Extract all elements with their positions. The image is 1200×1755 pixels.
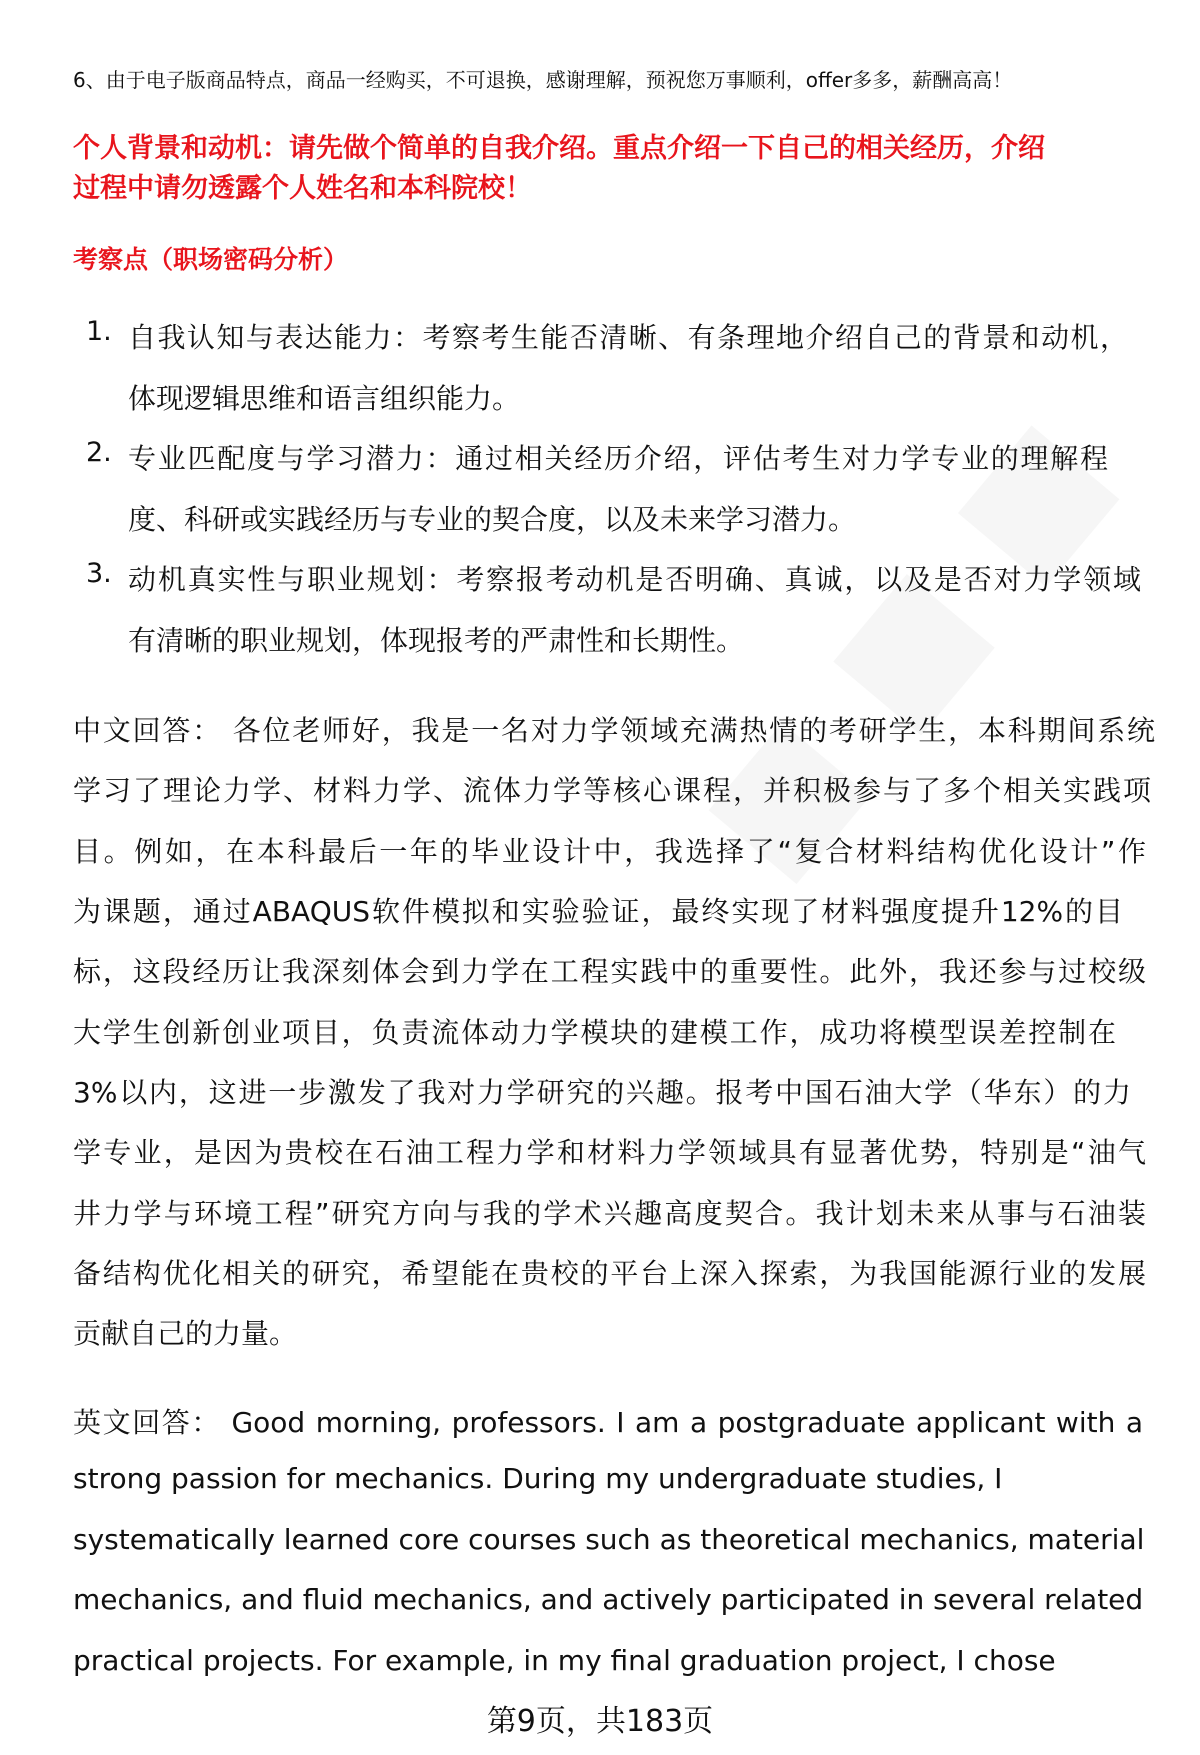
- answer-line: 备结构优化相关的研究，希望能在贵校的平台上深入探索，为我国能源行业的发展: [73, 1257, 1146, 1290]
- answer-line: 目。例如，在本科最后一年的毕业设计中，我选择了“复合材料结构优化设计”作: [73, 835, 1146, 868]
- answer-line: 3%以内，这进一步激发了我对力学研究的兴趣。报考中国石油大学（华东）的力: [73, 1076, 1131, 1109]
- answer-line: 中文回答： 各位老师好，我是一名对力学领域充满热情的考研学生，本科期间系统: [73, 714, 1155, 747]
- point-text: 自我认知与表达能力：考察考生能否清晰、有条理地介绍自己的背景和动机，: [128, 321, 1128, 354]
- point-text: 动机真实性与职业规划：考察报考动机是否明确、真诚，以及是否对力学领域: [128, 563, 1141, 596]
- answer-line: 大学生创新创业项目，负责流体动力学模块的建模工作，成功将模型误差控制在: [73, 1016, 1116, 1049]
- answer-line: 学习了理论力学、材料力学、流体力学等核心课程，并积极参与了多个相关实践项: [73, 774, 1151, 807]
- answer-line: 标，这段经历让我深刻体会到力学在工程实践中的重要性。此外，我还参与过校级: [73, 955, 1146, 988]
- point-text: 有清晰的职业规划，体现报考的严肃性和长期性。: [128, 624, 745, 657]
- answer-line: 贡献自己的力量。: [73, 1317, 298, 1350]
- point-number: 1.: [86, 316, 112, 347]
- purchase-notice: 6、由于电子版商品特点，商品一经购买，不可退换，感谢理解，预祝您万事顺利，offer多多，薪酬高高！: [73, 68, 1013, 92]
- point-number: 3.: [86, 558, 112, 589]
- answer-line: practical projects. For example, in my final graduation project, I chose: [73, 1644, 1056, 1677]
- answer-line: systematically learned core courses such as theoretical mechanics, material: [73, 1523, 1145, 1556]
- point-number: 2.: [86, 437, 112, 468]
- answer-line: 英文回答： Good morning, professors. I am a postgraduate applicant with a: [73, 1406, 1143, 1439]
- answer-line: mechanics, and fluid mechanics, and actively participated in several related: [73, 1583, 1144, 1616]
- question-line-1: 个人背景和动机：请先做个简单的自我介绍。重点介绍一下自己的相关经历，介绍: [73, 133, 1045, 164]
- answer-line: strong passion for mechanics. During my undergraduate studies, I: [73, 1462, 1003, 1495]
- page-number: 第9页，共183页: [486, 1704, 714, 1739]
- section-title: 考察点（职场密码分析）: [73, 245, 349, 274]
- point-text: 度、科研或实践经历与专业的契合度，以及未来学习潜力。: [128, 503, 857, 536]
- answer-line: 学专业，是因为贵校在石油工程力学和材料力学领域具有显著优势，特别是“油气: [73, 1136, 1146, 1169]
- point-text: 体现逻辑思维和语言组织能力。: [128, 382, 521, 415]
- answer-line: 井力学与环境工程”研究方向与我的学术兴趣高度契合。我计划未来从事与石油装: [73, 1197, 1146, 1230]
- answer-line: 为课题，通过ABAQUS软件模拟和实验验证，最终实现了材料强度提升12%的目: [73, 895, 1123, 928]
- point-text: 专业匹配度与学习潜力：通过相关经历介绍，评估考生对力学专业的理解程: [128, 442, 1108, 475]
- question-line-2: 过程中请勿透露个人姓名和本科院校！: [73, 173, 532, 204]
